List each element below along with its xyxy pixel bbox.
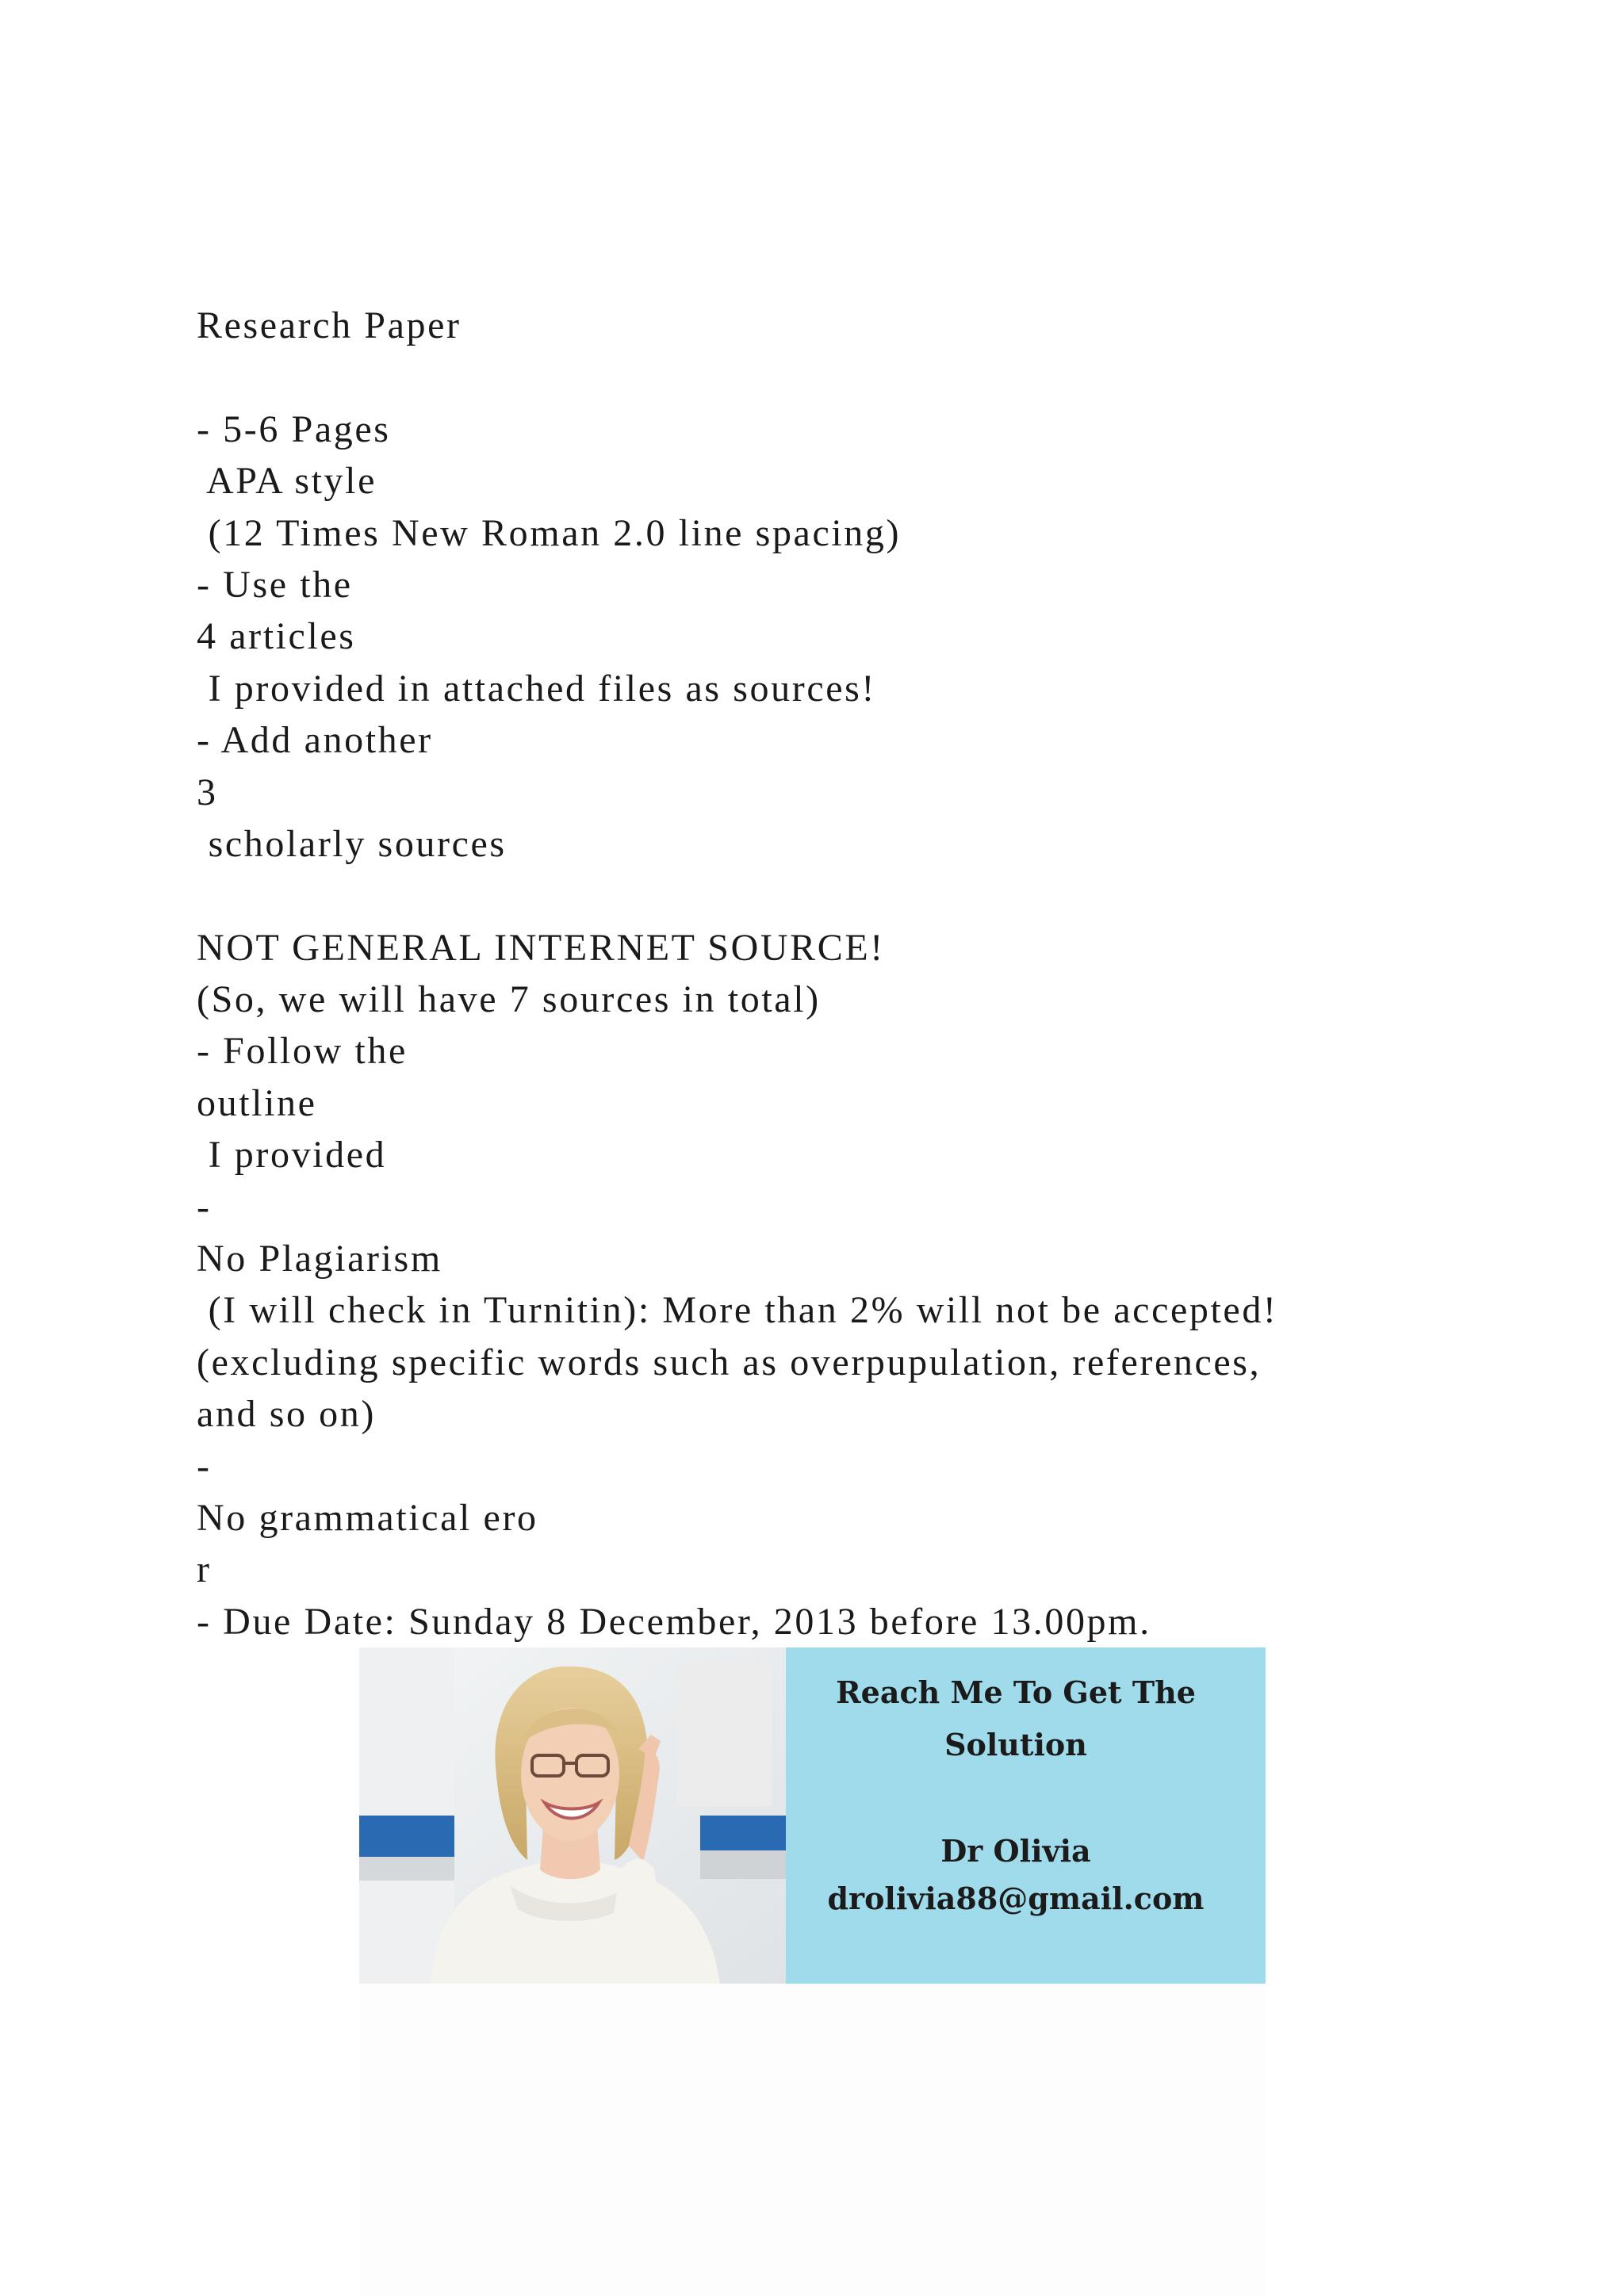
- dash-line: -: [197, 1445, 212, 1487]
- requirement-articles: 4 articles: [197, 615, 356, 658]
- requirement-grammar-end: r: [197, 1548, 212, 1591]
- document-body: [197, 300, 1465, 1647]
- requirement-attached: I provided in attached files as sources!: [197, 667, 876, 710]
- banner-lower-area: [359, 1984, 1266, 2296]
- contact-name: Dr Olivia: [940, 1833, 1091, 1869]
- requirement-scholarly: scholarly sources: [197, 822, 507, 865]
- requirement-so-on: and so on): [197, 1393, 376, 1436]
- requirement-font: (12 Times New Roman 2.0 line spacing): [197, 511, 902, 554]
- requirement-excluding: (excluding specific words such as overpupulation, references,: [197, 1341, 1262, 1383]
- requirement-add: - Add another: [197, 719, 433, 762]
- blank-line: [197, 870, 1465, 921]
- requirement-count: 3: [197, 771, 218, 813]
- requirement-pages: - 5-6 Pages: [197, 408, 391, 450]
- document-title: Research Paper: [197, 304, 462, 346]
- promo-headline-line2: Solution: [944, 1727, 1087, 1762]
- requirement-turnitin: (I will check in Turnitin): More than 2% will not be accepted!: [197, 1289, 1278, 1332]
- contact-email: drolivia88@gmail.com: [827, 1881, 1205, 1916]
- blank-line: [197, 351, 1465, 403]
- promo-banner: [359, 1647, 1266, 1984]
- requirement-provided: I provided: [197, 1134, 387, 1177]
- requirement-due-date: - Due Date: Sunday 8 December, 2013 before 13.00pm.: [197, 1600, 1151, 1643]
- requirement-total: (So, we will have 7 sources in total): [197, 978, 821, 1021]
- requirement-use: - Use the: [197, 563, 353, 606]
- requirement-follow: - Follow the: [197, 1030, 408, 1073]
- requirement-plagiarism: No Plagiarism: [197, 1238, 442, 1280]
- requirement-not-internet: NOT GENERAL INTERNET SOURCE!: [197, 926, 885, 969]
- tutor-photo: [359, 1647, 786, 1984]
- requirement-outline: outline: [197, 1081, 317, 1124]
- promo-headline-line1: Reach Me To Get The: [836, 1674, 1196, 1710]
- requirement-grammar: No grammatical ero: [197, 1496, 538, 1539]
- contact-panel: [786, 1647, 1266, 1984]
- requirement-apa: APA style: [197, 460, 377, 503]
- dash-line: -: [197, 1185, 212, 1228]
